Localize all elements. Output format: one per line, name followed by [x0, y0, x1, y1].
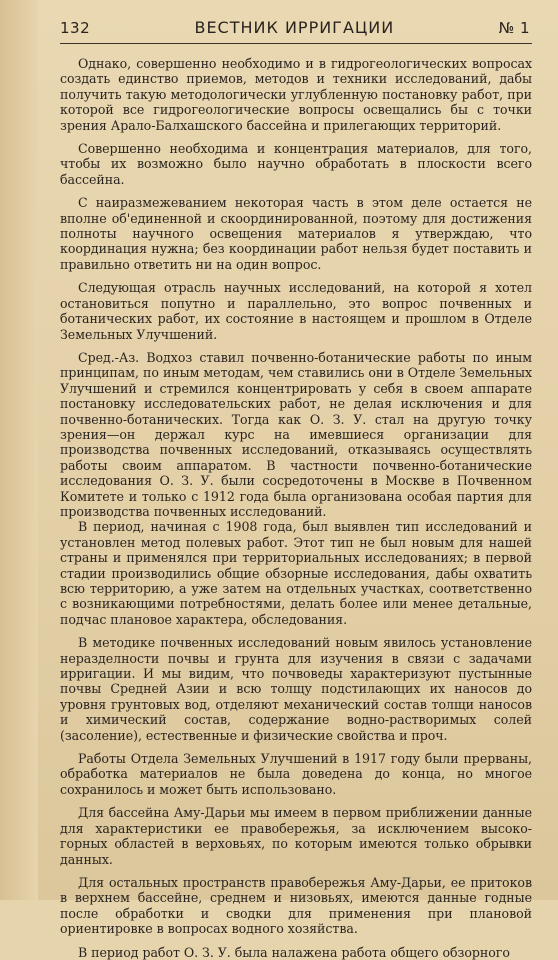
paragraph: Совершенно необходима и концентрация материалов, для того, чтобы их возможно было научно обработать в плоскости всего бассейна.: [60, 141, 532, 187]
paragraph: В период работ О. З. У. была налажена работа общего обзорного: [78, 944, 510, 960]
journal-title: ВЕСТНИК ИРРИГАЦИИ: [194, 18, 395, 37]
paragraph: В методике почвенных исследований новым явилось установление неразделности почвы и грунта для изучения в связи с задачами ирригации. И мы видим, что почвоведы характеризуют пустынные почвы Средней Азии и всю толщу подстилающих их наносов до уровня грунтовых вод, отделяют механический состав толщи наносов и химический состав, содержание водно-растворимых солей (засоление), естественные и физические свойства и проч.: [60, 635, 532, 743]
paragraph: Для остальных пространств правобережья Аму-Дарьи, ее притоков в верхнем бассейне, среднем и низовьях, имеются данные годные после обработки и сводки для применения при плановой ориентировке в вопросах водного хозяйства.: [60, 874, 532, 937]
paragraph: Для бассейна Аму-Дарьи мы имеем в первом приближении данные для характеристики ее правобережья, за исключением высоко-горных областей в верховьях, по которым имеются только обрывки данных.: [60, 805, 532, 867]
page-number: 132: [60, 19, 91, 37]
paragraph: В период, начиная с 1908 года, был выявлен тип исследований и установлен метод полевых работ. Этот тип не был новым для нашей страны и применялся при территориальных исследованиях; в первой стадии производились общие обзорные исследования, дабы охватить всю территорию, а уже затем на отдельных участках, соответственно с возникающими потребностями, делать более или менее детальные, подчас плановое характера, обследования.: [60, 519, 532, 627]
paragraph: Следующая отрасль научных исследований, на которой я хотел остановиться попутно и параллельно, это вопрос почвенных и ботанических работ, их состояние в настоящем и прошлом в Отделе Земельных Улучшений.: [60, 280, 532, 342]
paragraph: С наиразмежеванием некоторая часть в этом деле остается не вполне об'единенной и скоординированной, поэтому для достижения полноты научного освещения материалов я утверждаю, что координация нужна; без координации работ нельзя будет поставить и правильно ответить ни на один вопрос.: [60, 195, 532, 272]
article-body: [60, 56, 532, 960]
paragraph: Сред.-Аз. Водхоз ставил почвенно-ботанические работы по иным принципам, по иным методам, чем ставились они в Отделе Земельных Улучшений и стремился концентрировать у себя в своем аппарате постановку исследовательских работ, не делая исключения и для почвенно-ботанических. Тогда как О. З. У. стал на другую точку зрения—он держал курс на имевшиеся организации для производства почвенных исследований, отказываясь осуществлять работы своим аппаратом. В частности почвенно-ботанические исследования О. З. У. были сосредоточены в Москве в Почвенном Комитете и только с 1912 года была организована особая партия для производства почвенных исследований.: [60, 349, 532, 519]
paragraph: Однако, совершенно необходимо и в гидрогеологических вопросах создать единство приемов, методов и техники исследований, дабы получить такую методологически углубленную постановку работ, при которой все гидрогеологические вопросы освещались бы с точки зрения Арало-Балхашского бассейна и прилегающих территорий.: [60, 56, 532, 133]
paragraph: Работы Отдела Земельных Улучшений в 1917 году были прерваны, обработка материалов не была доведена до конца, но многое сохранилось и может быть использовано.: [60, 751, 532, 797]
running-header: [60, 18, 532, 44]
page-binding-edge: [0, 0, 38, 900]
issue-number: № 1: [498, 19, 530, 37]
